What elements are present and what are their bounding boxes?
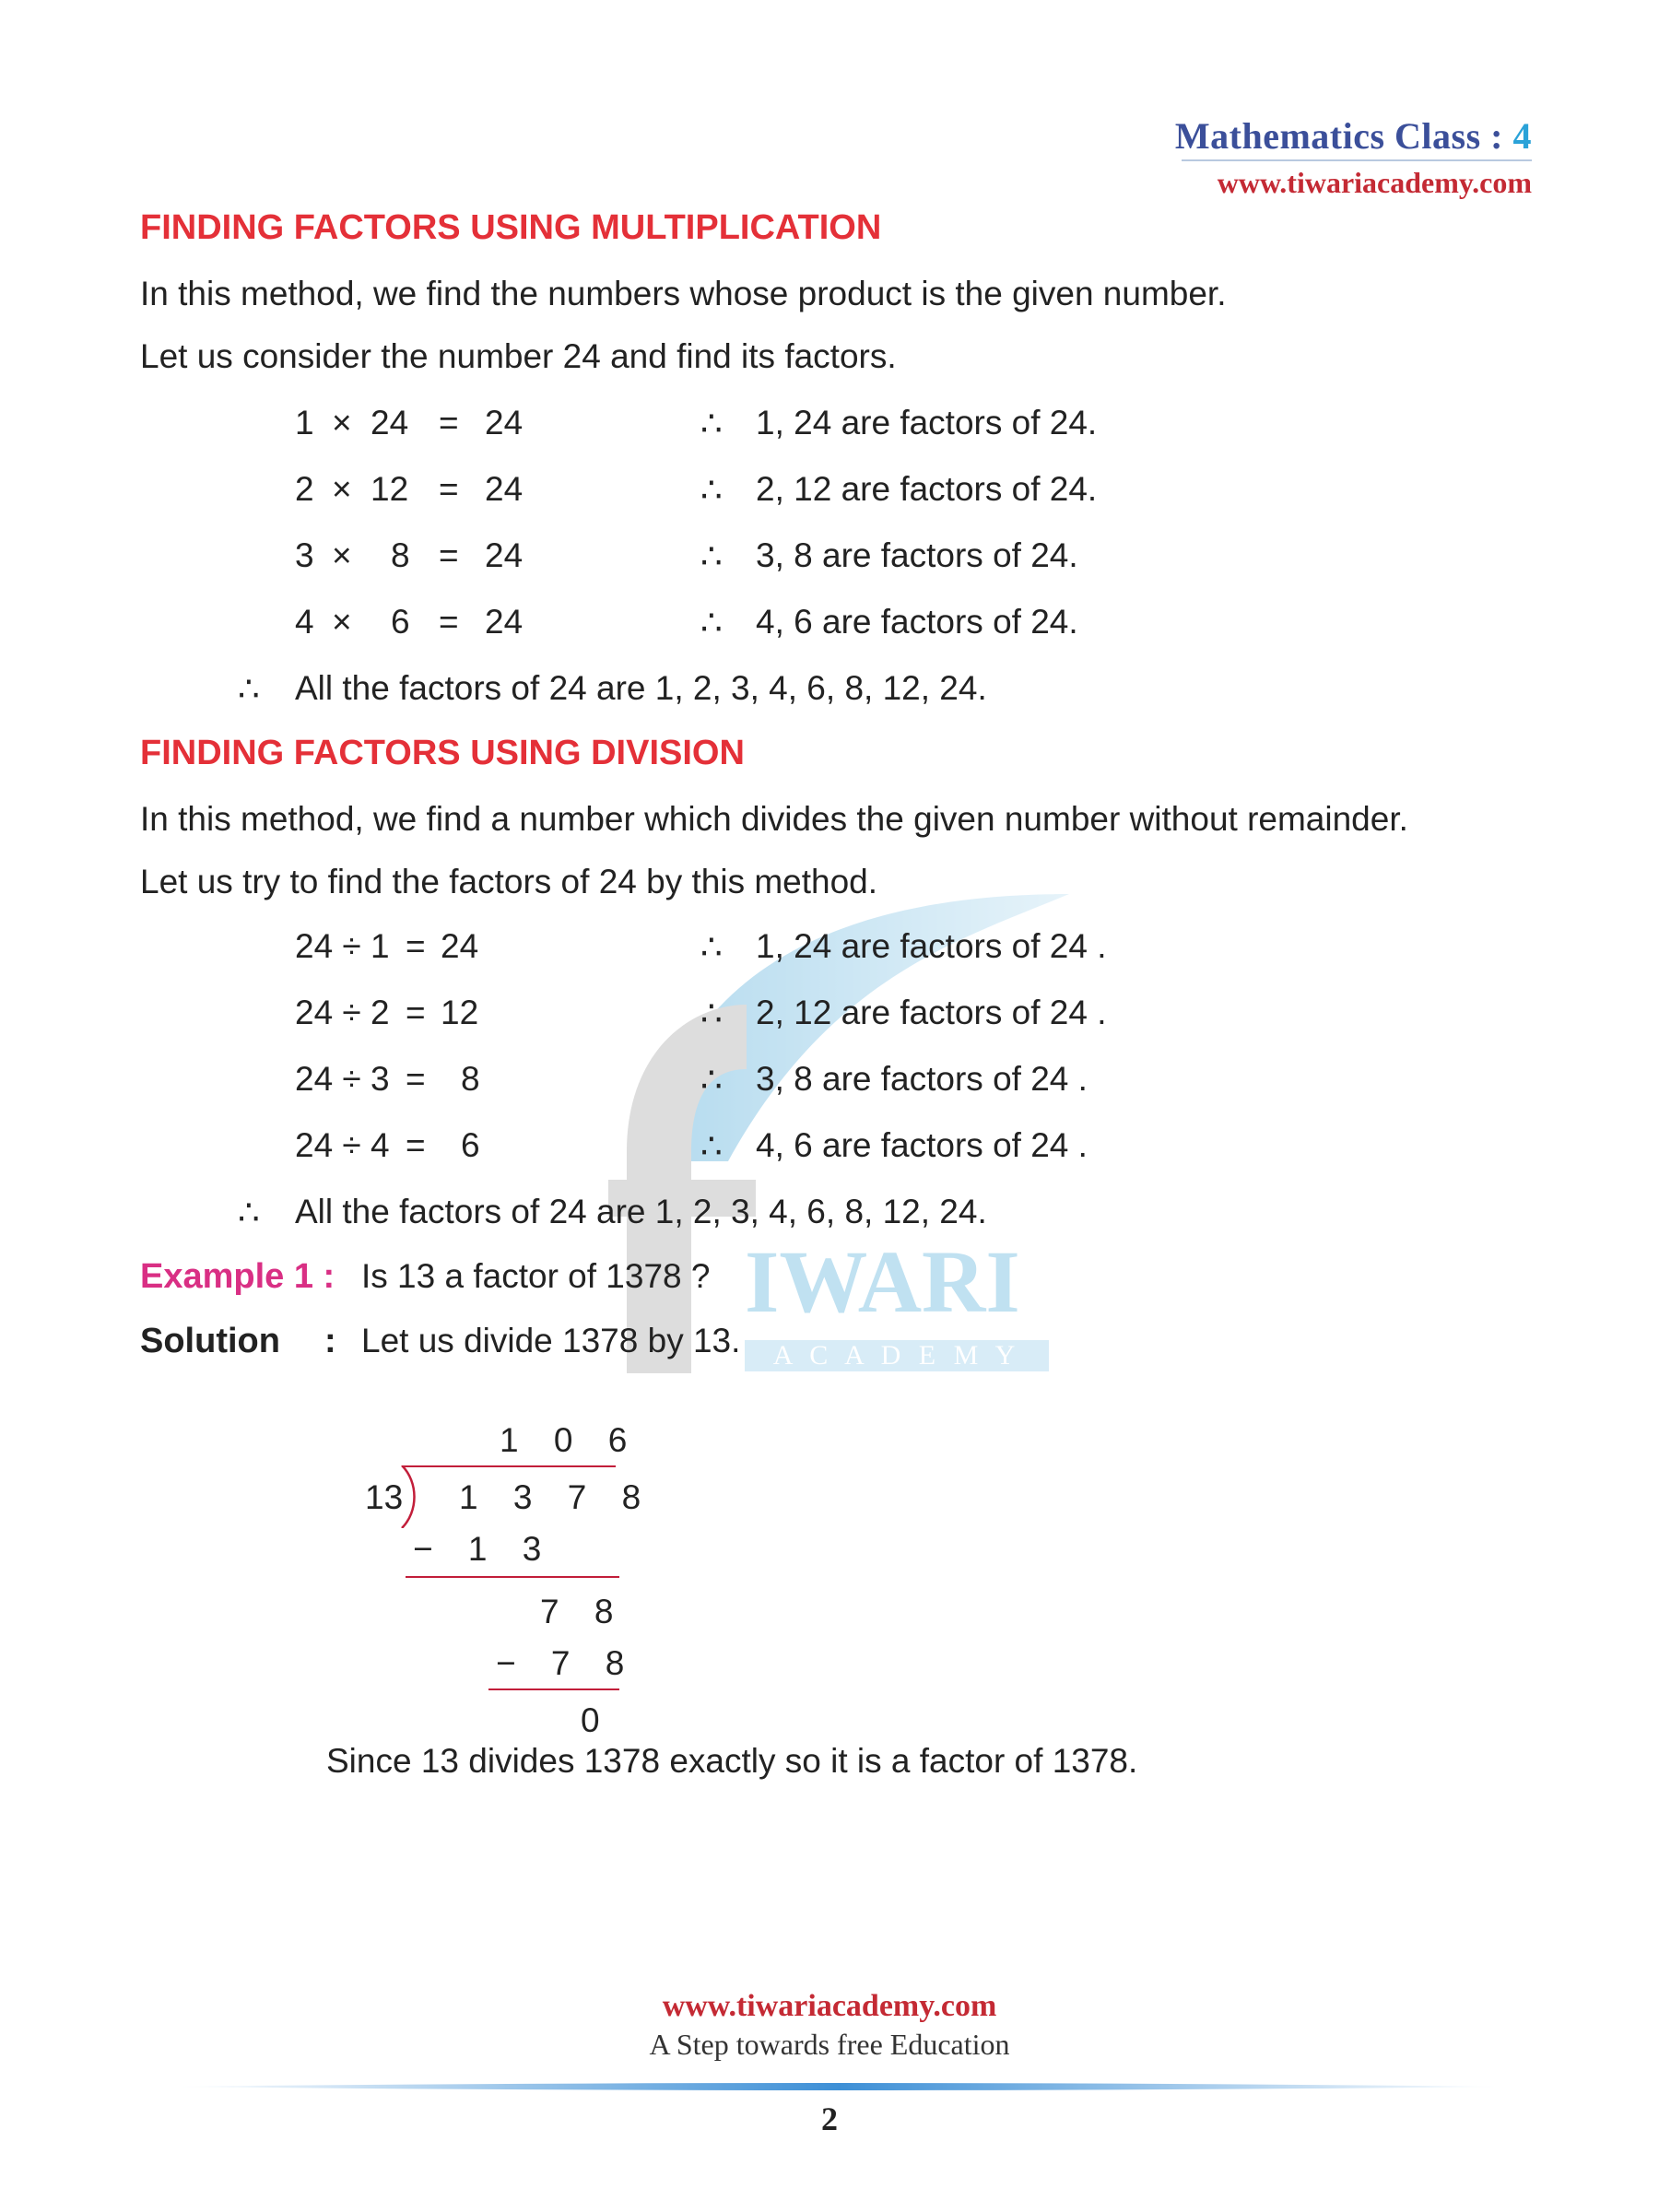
header-divider	[1182, 159, 1532, 161]
section1-intro2: Let us consider the number 24 and find its factors.	[140, 337, 897, 375]
equals-symbol: =	[439, 470, 459, 508]
times-symbol: ×	[332, 404, 352, 441]
example-label: Example 1 :	[140, 1257, 335, 1296]
mult-note: 3, 8 are factors of 24.	[756, 536, 1078, 574]
therefore-symbol: ∴	[700, 928, 723, 966]
mult-result: 24	[485, 470, 524, 508]
mult-result: 24	[485, 404, 524, 441]
div-expr: 24 ÷ 3	[295, 1060, 390, 1098]
div-result: 24	[441, 927, 479, 965]
section1-conclusion: All the factors of 24 are 1, 2, 3, 4, 6, 8, 12, 24.	[295, 669, 987, 707]
therefore-symbol: ∴	[700, 994, 723, 1032]
header-title	[1175, 114, 1532, 158]
therefore-symbol: ∴	[700, 604, 723, 641]
rule-step2	[488, 1688, 619, 1690]
solution-colon: :	[324, 1322, 336, 1360]
mult-note: 2, 12 are factors of 24.	[756, 470, 1098, 508]
div-result: 12	[441, 994, 479, 1031]
watermark-word: IWARI	[745, 1232, 1020, 1331]
page-number: 2	[821, 2100, 838, 2137]
div-note: 4, 6 are factors of 24 .	[756, 1126, 1088, 1164]
mult-note: 4, 6 are factors of 24.	[756, 603, 1078, 641]
watermark-sub: A C A D E M Y	[745, 1340, 1049, 1371]
times-symbol: ×	[332, 603, 352, 641]
section2-intro2: Let us try to find the factors of 24 by this method.	[140, 863, 878, 900]
divisor: 13	[365, 1478, 404, 1516]
therefore-symbol: ∴	[238, 1194, 260, 1231]
equals-symbol: =	[439, 536, 459, 574]
div-note: 2, 12 are factors of 24 .	[756, 994, 1107, 1031]
div-expr: 24 ÷ 2	[295, 994, 390, 1031]
dividend: 1 3 7 8	[459, 1478, 654, 1516]
mult-a: 4	[295, 603, 314, 641]
equals-symbol: =	[406, 1060, 426, 1098]
footer-divider	[175, 2081, 1502, 2092]
equals-symbol: =	[406, 994, 426, 1031]
therefore-symbol: ∴	[700, 471, 723, 509]
therefore-symbol: ∴	[700, 537, 723, 575]
header-subject: Mathematics Class :	[1174, 115, 1513, 157]
mult-result: 24	[485, 536, 524, 574]
division-bar	[402, 1465, 616, 1467]
solution-text: Let us divide 1378 by 13.	[361, 1322, 741, 1359]
equals-symbol: =	[439, 603, 459, 641]
subtract-step1: − 1 3	[413, 1530, 555, 1568]
div-expr: 24 ÷ 4	[295, 1126, 390, 1164]
rule-step1	[406, 1576, 619, 1578]
quotient: 1 0 6	[500, 1421, 641, 1459]
section2-intro1: In this method, we find a number which divides the given number without remainder.	[140, 800, 1408, 838]
mult-b: 12	[371, 470, 409, 508]
division-bracket	[398, 1465, 422, 1528]
solution-label: Solution	[140, 1322, 280, 1360]
section1-intro1: In this method, we find the numbers whose product is the given number.	[140, 275, 1227, 312]
mult-a: 3	[295, 536, 314, 574]
equals-symbol: =	[406, 1126, 426, 1164]
section2-heading: FINDING FACTORS USING DIVISION	[140, 734, 745, 772]
equals-symbol: =	[406, 927, 426, 965]
therefore-symbol: ∴	[238, 670, 260, 708]
mult-b: 24	[371, 404, 409, 441]
header-url[interactable]: www.tiwariacademy.com	[1217, 166, 1532, 199]
section2-conclusion: All the factors of 24 are 1, 2, 3, 4, 6, 8, 12, 24.	[295, 1193, 987, 1230]
div-result: 8	[461, 1060, 480, 1098]
footer-tagline: A Step towards free Education	[649, 2028, 1010, 2061]
example-result: Since 13 divides 1378 exactly so it is a factor of 1378.	[326, 1742, 1138, 1780]
div-note: 1, 24 are factors of 24 .	[756, 927, 1107, 965]
div-note: 3, 8 are factors of 24 .	[756, 1060, 1088, 1098]
mult-a: 2	[295, 470, 314, 508]
mult-note: 1, 24 are factors of 24.	[756, 404, 1098, 441]
subtract-step2: − 7 8	[496, 1644, 638, 1682]
div-expr: 24 ÷ 1	[295, 927, 390, 965]
section1-heading: FINDING FACTORS USING MULTIPLICATION	[140, 208, 882, 247]
mult-result: 24	[485, 603, 524, 641]
footer-url[interactable]: www.tiwariacademy.com	[662, 1989, 997, 2023]
mult-b: 6	[391, 603, 410, 641]
therefore-symbol: ∴	[700, 405, 723, 442]
div-result: 6	[461, 1126, 480, 1164]
remainder-step1: 7 8	[540, 1593, 627, 1630]
equals-symbol: =	[439, 404, 459, 441]
times-symbol: ×	[332, 470, 352, 508]
mult-a: 1	[295, 404, 314, 441]
example-question: Is 13 a factor of 1378 ?	[361, 1257, 711, 1295]
final-remainder: 0	[581, 1701, 613, 1739]
therefore-symbol: ∴	[700, 1061, 723, 1099]
times-symbol: ×	[332, 536, 352, 574]
mult-b: 8	[391, 536, 410, 574]
therefore-symbol: ∴	[700, 1127, 723, 1165]
header-class-number: 4	[1512, 115, 1532, 157]
